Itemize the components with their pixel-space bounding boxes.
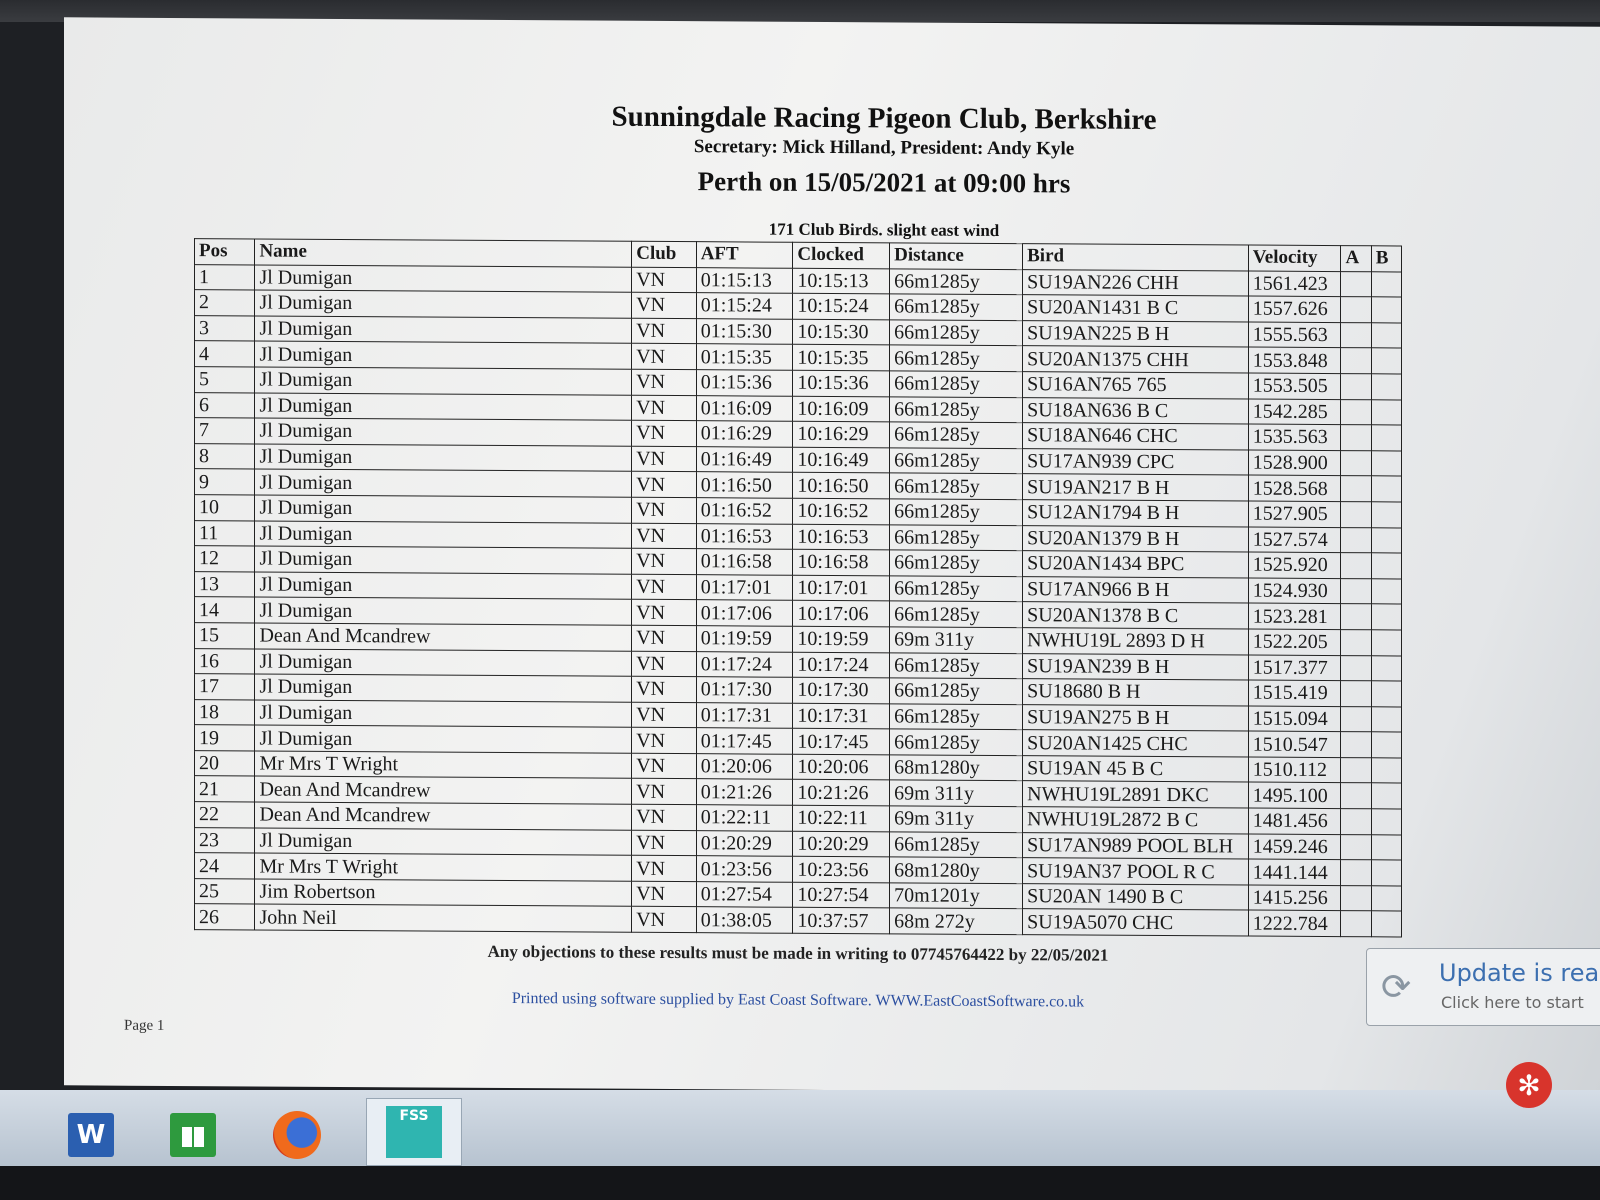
- cell-club: VN: [632, 523, 696, 549]
- cell-club: VN: [632, 676, 696, 702]
- cell-b: [1371, 374, 1401, 400]
- cell-a: [1341, 578, 1371, 604]
- cell-pos: 16: [195, 648, 255, 674]
- cell-clocked: 10:21:26: [793, 780, 890, 806]
- cell-clocked: 10:16:50: [793, 473, 890, 499]
- cell-distance: 70m1201y: [890, 883, 1023, 909]
- cell-aft: 01:17:45: [696, 728, 793, 754]
- word-icon: W: [68, 1113, 114, 1157]
- cell-distance: 68m1280y: [890, 755, 1023, 781]
- cell-clocked: 10:27:54: [793, 882, 890, 908]
- cell-club: VN: [632, 907, 696, 933]
- update-notification[interactable]: [1366, 948, 1600, 1026]
- cell-pos: 26: [195, 904, 255, 930]
- cell-clocked: 10:15:36: [793, 370, 890, 396]
- cell-aft: 01:17:24: [696, 651, 793, 677]
- cell-b: [1371, 297, 1401, 323]
- cell-bird: SU19AN 45 B C: [1023, 756, 1249, 783]
- cell-clocked: 10:20:06: [793, 754, 890, 780]
- cell-bird: SU20AN1425 CHC: [1023, 730, 1249, 757]
- cell-velocity: 1555.563: [1248, 322, 1341, 348]
- club-title: Sunningdale Racing Pigeon Club, Berkshire: [611, 100, 1157, 136]
- cell-aft: 01:16:49: [696, 446, 793, 472]
- cell-velocity: 1495.100: [1248, 783, 1341, 809]
- cell-velocity: 1553.505: [1248, 373, 1341, 399]
- cell-distance: 66m1285y: [890, 652, 1023, 678]
- cell-club: VN: [632, 625, 696, 651]
- cell-name: Jl Dumigan: [255, 546, 632, 574]
- cell-velocity: 1515.094: [1248, 706, 1341, 732]
- cell-b: [1371, 732, 1401, 758]
- cell-pos: 18: [195, 699, 255, 725]
- update-title: Update is rea: [1439, 959, 1600, 987]
- cell-velocity: 1527.905: [1248, 501, 1341, 527]
- cell-a: [1341, 553, 1371, 579]
- cell-a: [1341, 860, 1371, 886]
- cell-velocity: 1525.920: [1248, 552, 1341, 578]
- cell-b: [1371, 886, 1401, 912]
- cell-a: [1341, 348, 1371, 374]
- cell-clocked: 10:16:58: [793, 549, 890, 575]
- cell-b: [1371, 630, 1401, 656]
- cell-aft: 01:15:30: [696, 318, 793, 344]
- cell-club: VN: [632, 292, 696, 318]
- cell-bird: SU20AN1434 BPC: [1023, 551, 1249, 578]
- cell-distance: 66m1285y: [890, 499, 1023, 525]
- cell-clocked: 10:16:09: [793, 396, 890, 422]
- header-club: Club: [632, 241, 696, 267]
- cell-clocked: 10:17:45: [793, 729, 890, 755]
- cell-pos: 1: [195, 264, 255, 290]
- cell-a: [1341, 732, 1371, 758]
- cell-bird: SU19AN239 B H: [1023, 653, 1249, 680]
- cell-a: [1341, 630, 1371, 656]
- header-b: B: [1371, 246, 1401, 272]
- cell-club: VN: [632, 267, 696, 293]
- cell-clocked: 10:37:57: [793, 908, 890, 934]
- cell-velocity: 1528.568: [1248, 475, 1341, 501]
- cell-distance: 66m1285y: [890, 294, 1023, 320]
- cell-a: [1341, 297, 1371, 323]
- cell-club: VN: [632, 446, 696, 472]
- cell-bird: SU19AN226 CHH: [1023, 269, 1249, 296]
- cell-pos: 13: [195, 571, 255, 597]
- cell-aft: 01:16:50: [696, 472, 793, 498]
- cell-aft: 01:20:29: [696, 830, 793, 856]
- cell-b: [1371, 579, 1401, 605]
- cell-a: [1341, 271, 1371, 297]
- tray-app-icon[interactable]: ✻: [1506, 1062, 1552, 1108]
- cell-bird: SU20AN1431 B C: [1023, 295, 1249, 322]
- cell-name: Jl Dumigan: [255, 316, 632, 344]
- cell-bird: SU18AN636 B C: [1023, 397, 1249, 424]
- cell-name: Mr Mrs T Wright: [255, 853, 632, 881]
- cell-bird: SU18680 B H: [1023, 679, 1249, 706]
- cell-velocity: 1542.285: [1248, 399, 1341, 425]
- cell-club: VN: [632, 420, 696, 446]
- cell-aft: 01:23:56: [696, 856, 793, 882]
- cell-velocity: 1415.256: [1248, 885, 1341, 911]
- cell-clocked: 10:16:49: [793, 447, 890, 473]
- cell-bird: SU18AN646 CHC: [1023, 423, 1249, 450]
- cell-aft: 01:16:53: [696, 523, 793, 549]
- cell-club: VN: [632, 702, 696, 728]
- cell-a: [1341, 399, 1371, 425]
- cell-aft: 01:17:01: [696, 574, 793, 600]
- cell-velocity: 1515.419: [1248, 680, 1341, 706]
- cell-club: VN: [632, 651, 696, 677]
- results-document: [194, 98, 1494, 1014]
- cell-aft: 01:38:05: [696, 907, 793, 933]
- cell-clocked: 10:17:01: [793, 575, 890, 601]
- cell-pos: 14: [195, 597, 255, 623]
- cell-distance: 66m1285y: [890, 473, 1023, 499]
- cell-distance: 66m1285y: [890, 832, 1023, 858]
- cell-aft: 01:15:36: [696, 370, 793, 396]
- cell-pos: 17: [195, 674, 255, 700]
- cell-distance: 66m1285y: [890, 729, 1023, 755]
- cell-clocked: 10:16:53: [793, 524, 890, 550]
- cell-bird: SU19AN217 B H: [1023, 474, 1249, 501]
- header-velocity: Velocity: [1248, 245, 1341, 271]
- cell-name: Jl Dumigan: [255, 597, 632, 625]
- cell-club: VN: [632, 574, 696, 600]
- cell-club: VN: [632, 344, 696, 370]
- cell-clocked: 10:15:24: [793, 293, 890, 319]
- cell-pos: 25: [195, 878, 255, 904]
- cell-aft: 01:21:26: [696, 779, 793, 805]
- cell-b: [1371, 476, 1401, 502]
- cell-clocked: 10:16:29: [793, 421, 890, 447]
- cell-distance: 66m1285y: [890, 524, 1023, 550]
- cell-distance: 66m1285y: [890, 601, 1023, 627]
- cell-clocked: 10:23:56: [793, 857, 890, 883]
- objection-note: Any objections to these results must be made in writing to 07745764422 by 22/05/2021: [487, 941, 1109, 965]
- cell-aft: 01:19:59: [696, 626, 793, 652]
- cell-distance: 66m1285y: [890, 550, 1023, 576]
- cell-distance: 68m1280y: [890, 857, 1023, 883]
- cell-pos: 21: [195, 776, 255, 802]
- header-aft: AFT: [696, 242, 793, 268]
- cell-b: [1371, 809, 1401, 835]
- cell-bird: SU12AN1794 B H: [1023, 500, 1249, 527]
- cell-clocked: 10:17:06: [793, 601, 890, 627]
- cell-velocity: 1510.547: [1248, 731, 1341, 757]
- cell-bird: NWHU19L 2893 D H: [1023, 628, 1249, 655]
- cell-b: [1371, 834, 1401, 860]
- cell-bird: SU17AN966 B H: [1023, 576, 1249, 603]
- cell-distance: 66m1285y: [890, 422, 1023, 448]
- cell-velocity: 1527.574: [1248, 527, 1341, 553]
- cell-clocked: 10:20:29: [793, 831, 890, 857]
- cell-distance: 66m1285y: [890, 371, 1023, 397]
- cell-aft: 01:16:09: [696, 395, 793, 421]
- taskbar-store-button[interactable]: [158, 1104, 228, 1166]
- monitor-bezel-bottom: [0, 1166, 1600, 1200]
- cell-clocked: 10:16:52: [793, 498, 890, 524]
- cell-club: VN: [632, 548, 696, 574]
- cell-b: [1371, 911, 1401, 937]
- cell-velocity: 1222.784: [1248, 910, 1341, 936]
- cell-b: [1371, 502, 1401, 528]
- update-subtitle: Click here to start: [1441, 993, 1584, 1012]
- cell-name: Mr Mrs T Wright: [255, 751, 632, 779]
- cell-name: Dean And Mcandrew: [255, 802, 632, 830]
- cell-a: [1341, 681, 1371, 707]
- cell-a: [1341, 450, 1371, 476]
- cell-aft: 01:16:29: [696, 421, 793, 447]
- cell-name: Jl Dumigan: [255, 265, 632, 293]
- cell-distance: 66m1285y: [890, 320, 1023, 346]
- cell-pos: 8: [195, 443, 255, 469]
- cell-b: [1371, 323, 1401, 349]
- document-page: [64, 17, 1600, 1094]
- cell-pos: 4: [195, 341, 255, 367]
- cell-bird: SU20AN1375 CHH: [1023, 346, 1249, 373]
- cell-aft: 01:16:52: [696, 498, 793, 524]
- cell-club: VN: [632, 497, 696, 523]
- cell-pos: 9: [195, 469, 255, 495]
- cell-b: [1371, 425, 1401, 451]
- cell-pos: 10: [195, 495, 255, 521]
- cell-b: [1371, 783, 1401, 809]
- cell-pos: 15: [195, 623, 255, 649]
- header-clocked: Clocked: [793, 242, 890, 268]
- cell-a: [1341, 655, 1371, 681]
- cell-distance: 68m 272y: [890, 908, 1023, 934]
- cell-distance: 66m1285y: [890, 448, 1023, 474]
- cell-club: VN: [632, 395, 696, 421]
- cell-b: [1371, 399, 1401, 425]
- cell-name: Jl Dumigan: [255, 495, 632, 523]
- cell-bird: NWHU19L2872 B C: [1023, 807, 1249, 834]
- software-credit-link[interactable]: Printed using software supplied by East Coast Software. WWW.EastCoastSoftware.co.uk: [511, 990, 1085, 1011]
- club-officers: Secretary: Mick Hilland, President: Andy Kyle: [693, 136, 1075, 160]
- cell-club: VN: [632, 804, 696, 830]
- cell-velocity: 1459.246: [1248, 834, 1341, 860]
- results-table: [194, 238, 1402, 937]
- cell-club: VN: [632, 753, 696, 779]
- results-body: [195, 264, 1402, 937]
- cell-aft: 01:22:11: [696, 805, 793, 831]
- cell-name: Jl Dumigan: [255, 572, 632, 600]
- cell-name: Jim Robertson: [255, 879, 632, 907]
- fss-icon: FSS: [386, 1106, 442, 1158]
- cell-name: Jl Dumigan: [255, 367, 632, 395]
- cell-b: [1371, 706, 1401, 732]
- page-number: Page 1: [124, 1017, 165, 1034]
- cell-a: [1341, 809, 1371, 835]
- cell-clocked: 10:15:30: [793, 319, 890, 345]
- cell-name: Jl Dumigan: [255, 418, 632, 446]
- cell-aft: 01:16:58: [696, 549, 793, 575]
- cell-velocity: 1522.205: [1248, 629, 1341, 655]
- cell-aft: 01:17:31: [696, 702, 793, 728]
- cell-pos: 19: [195, 725, 255, 751]
- cell-a: [1341, 425, 1371, 451]
- cell-name: Jl Dumigan: [255, 290, 632, 318]
- cell-a: [1341, 783, 1371, 809]
- cell-clocked: 10:19:59: [793, 626, 890, 652]
- cell-velocity: 1553.848: [1248, 347, 1341, 373]
- cell-club: VN: [632, 856, 696, 882]
- cell-name: Jl Dumigan: [255, 725, 632, 753]
- cell-bird: SU19AN37 POOL R C: [1023, 858, 1249, 885]
- cell-pos: 23: [195, 827, 255, 853]
- cell-name: Jl Dumigan: [255, 700, 632, 728]
- cell-a: [1341, 374, 1371, 400]
- cell-distance: 66m1285y: [890, 678, 1023, 704]
- cell-bird: SU20AN 1490 B C: [1023, 884, 1249, 911]
- cell-distance: 69m 311y: [890, 780, 1023, 806]
- cell-pos: 11: [195, 520, 255, 546]
- cell-velocity: 1441.144: [1248, 859, 1341, 885]
- cell-b: [1371, 860, 1401, 886]
- cell-name: Jl Dumigan: [255, 341, 632, 369]
- cell-aft: 01:15:24: [696, 293, 793, 319]
- cell-distance: 66m1285y: [890, 704, 1023, 730]
- cell-clocked: 10:15:35: [793, 345, 890, 371]
- cell-pos: 22: [195, 802, 255, 828]
- cell-club: VN: [632, 600, 696, 626]
- cell-pos: 5: [195, 367, 255, 393]
- cell-a: [1341, 706, 1371, 732]
- cell-aft: 01:27:54: [696, 882, 793, 908]
- cell-pos: 3: [195, 315, 255, 341]
- cell-name: Jl Dumigan: [255, 674, 632, 702]
- cell-club: VN: [632, 318, 696, 344]
- cell-name: Jl Dumigan: [255, 521, 632, 549]
- cell-a: [1341, 834, 1371, 860]
- cell-distance: 66m1285y: [890, 268, 1023, 294]
- cell-b: [1371, 348, 1401, 374]
- cell-name: Jl Dumigan: [255, 469, 632, 497]
- cell-velocity: 1517.377: [1248, 655, 1341, 681]
- cell-clocked: 10:17:30: [793, 677, 890, 703]
- taskbar-fss-button[interactable]: [366, 1098, 462, 1166]
- header-a: A: [1341, 246, 1371, 272]
- cell-a: [1341, 911, 1371, 937]
- cell-a: [1341, 757, 1371, 783]
- cell-bird: SU19A5070 CHC: [1023, 909, 1249, 936]
- cell-velocity: 1523.281: [1248, 603, 1341, 629]
- cell-bird: SU17AN939 CPC: [1023, 448, 1249, 475]
- cell-distance: 66m1285y: [890, 576, 1023, 602]
- cell-b: [1371, 604, 1401, 630]
- race-title: Perth on 15/05/2021 at 09:00 hrs: [697, 166, 1071, 199]
- header-pos: Pos: [195, 239, 255, 265]
- cell-distance: 69m 311y: [890, 806, 1023, 832]
- cell-bird: SU19AN275 B H: [1023, 704, 1249, 731]
- cell-distance: 69m 311y: [890, 627, 1023, 653]
- cell-velocity: 1481.456: [1248, 808, 1341, 834]
- cell-a: [1341, 527, 1371, 553]
- cell-name: Jl Dumigan: [255, 648, 632, 676]
- header-distance: Distance: [890, 243, 1023, 269]
- table-caption: 171 Club Birds. slight east wind: [768, 219, 1000, 241]
- cell-distance: 66m1285y: [890, 345, 1023, 371]
- store-icon: [170, 1113, 216, 1157]
- cell-pos: 24: [195, 853, 255, 879]
- cell-clocked: 10:22:11: [793, 805, 890, 831]
- cell-name: Dean And Mcandrew: [255, 623, 632, 651]
- cell-bird: SU16AN765 765: [1023, 372, 1249, 399]
- cell-velocity: 1510.112: [1248, 757, 1341, 783]
- cell-club: VN: [632, 369, 696, 395]
- cell-pos: 2: [195, 290, 255, 316]
- cell-club: VN: [632, 779, 696, 805]
- cell-clocked: 10:17:24: [793, 652, 890, 678]
- cell-name: Jl Dumigan: [255, 828, 632, 856]
- cell-club: VN: [632, 881, 696, 907]
- cell-bird: SU17AN989 POOL BLH: [1023, 832, 1249, 859]
- cell-b: [1371, 655, 1401, 681]
- cell-bird: SU20AN1378 B C: [1023, 602, 1249, 629]
- cell-velocity: 1557.626: [1248, 296, 1341, 322]
- cell-name: John Neil: [255, 904, 632, 932]
- cell-aft: 01:17:30: [696, 677, 793, 703]
- cell-aft: 01:20:06: [696, 754, 793, 780]
- cell-b: [1371, 271, 1401, 297]
- cell-club: VN: [632, 472, 696, 498]
- cell-name: Dean And Mcandrew: [255, 776, 632, 804]
- cell-bird: SU19AN225 B H: [1023, 320, 1249, 347]
- sync-icon: ⟳: [1381, 967, 1412, 1008]
- cell-bird: SU20AN1379 B H: [1023, 525, 1249, 552]
- cell-club: VN: [632, 830, 696, 856]
- cell-name: Jl Dumigan: [255, 393, 632, 421]
- cell-bird: NWHU19L2891 DKC: [1023, 781, 1249, 808]
- cell-b: [1371, 527, 1401, 553]
- cell-name: Jl Dumigan: [255, 444, 632, 472]
- cell-pos: 12: [195, 546, 255, 572]
- cell-aft: 01:17:06: [696, 600, 793, 626]
- cell-pos: 20: [195, 750, 255, 776]
- cell-a: [1341, 885, 1371, 911]
- cell-a: [1341, 604, 1371, 630]
- cell-a: [1341, 476, 1371, 502]
- cell-pos: 6: [195, 392, 255, 418]
- firefox-icon: [273, 1111, 321, 1159]
- taskbar-firefox-button[interactable]: [262, 1104, 332, 1166]
- cell-b: [1371, 758, 1401, 784]
- cell-velocity: 1528.900: [1248, 450, 1341, 476]
- cell-a: [1341, 322, 1371, 348]
- header-name: Name: [255, 239, 632, 267]
- cell-aft: 01:15:35: [696, 344, 793, 370]
- cell-aft: 01:15:13: [696, 267, 793, 293]
- taskbar-word-button[interactable]: [56, 1104, 126, 1166]
- cell-a: [1341, 502, 1371, 528]
- header-bird: Bird: [1023, 244, 1249, 271]
- cell-velocity: 1535.563: [1248, 424, 1341, 450]
- cell-velocity: 1561.423: [1248, 271, 1341, 297]
- cell-b: [1371, 681, 1401, 707]
- cell-distance: 66m1285y: [890, 396, 1023, 422]
- cell-pos: 7: [195, 418, 255, 444]
- cell-club: VN: [632, 728, 696, 754]
- cell-clocked: 10:15:13: [793, 268, 890, 294]
- cell-b: [1371, 553, 1401, 579]
- cell-clocked: 10:17:31: [793, 703, 890, 729]
- cell-velocity: 1524.930: [1248, 578, 1341, 604]
- cell-b: [1371, 451, 1401, 477]
